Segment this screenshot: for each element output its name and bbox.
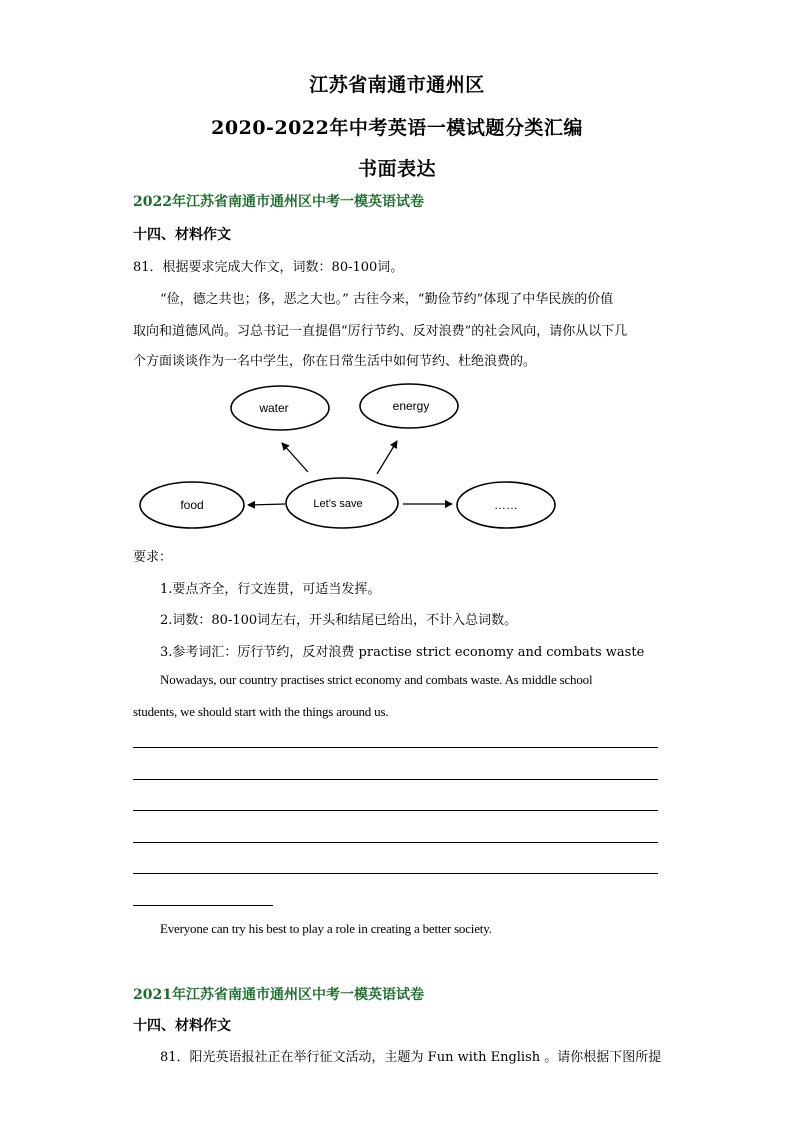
node-more	[457, 482, 555, 528]
opening-line-2: students, we should start with the things around us.	[133, 704, 389, 719]
document-subtitle: 2020-2022年中考英语一模试题分类汇编	[211, 117, 583, 139]
prompt-line-1: “俭，德之共也；侈，恶之大也。” 古往今来，“勤俭节约”体现了中华民族的价值	[160, 292, 614, 307]
closing-line: Everyone can try his best to play a role in creating a better society.	[160, 921, 492, 936]
answer-line	[133, 810, 658, 811]
requirements-label: 要求：	[133, 550, 173, 565]
section-heading-2021: 2021年江苏省南通市通州区中考一模英语试卷	[133, 987, 424, 1003]
document-title: 江苏省南通市通州区	[309, 74, 485, 96]
arrow-to-energy	[377, 441, 397, 474]
arrow-to-water	[282, 443, 308, 472]
lets-save-diagram	[135, 380, 565, 540]
answer-line	[133, 842, 658, 843]
node-water	[231, 386, 329, 430]
answer-line	[133, 779, 658, 780]
prompt-line-2: 取向和道德风尚。习总书记一直提倡“厉行节约、反对浪费”的社会风向，请你从以下几	[133, 324, 628, 339]
question-81-2021: 81．阳光英语报社正在举行征文活动，主题为 Fun with English 。请你根据下图所提	[160, 1050, 662, 1065]
node-energy-label: energy	[392, 399, 430, 413]
requirement-1: 1.要点齐全，行文连贯，可适当发挥。	[160, 582, 381, 597]
part-heading-2022: 十四、材料作文	[133, 227, 231, 243]
opening-line-1: Nowadays, our country practises strict economy and combats waste. As middle school	[160, 672, 593, 687]
answer-line-short	[133, 905, 273, 906]
section-heading-2022: 2022年江苏省南通市通州区中考一模英语试卷	[133, 194, 424, 210]
prompt-line-3: 个方面谈谈作为一名中学生，你在日常生活中如何节约、杜绝浪费的。	[133, 354, 537, 369]
part-heading-2021: 十四、材料作文	[133, 1018, 231, 1034]
node-center-label: Let’s save	[313, 498, 363, 510]
node-center	[286, 478, 398, 528]
node-food	[140, 482, 244, 528]
requirement-3: 3.参考词汇：厉行节约，反对浪费 practise strict economy and combats waste	[160, 645, 645, 660]
requirement-2: 2.词数：80-100词左右，开头和结尾已给出，不计入总词数。	[160, 613, 518, 628]
node-water-label: water	[259, 401, 289, 415]
question-81-2022: 81．根据要求完成大作文，词数：80-100词。	[133, 260, 404, 275]
document-topic: 书面表达	[357, 158, 436, 180]
node-energy	[360, 384, 458, 428]
arrow-to-food	[248, 504, 285, 505]
node-more-label: ……	[494, 498, 518, 512]
answer-line	[133, 873, 658, 874]
answer-line	[133, 747, 658, 748]
node-food-label: food	[180, 498, 204, 512]
